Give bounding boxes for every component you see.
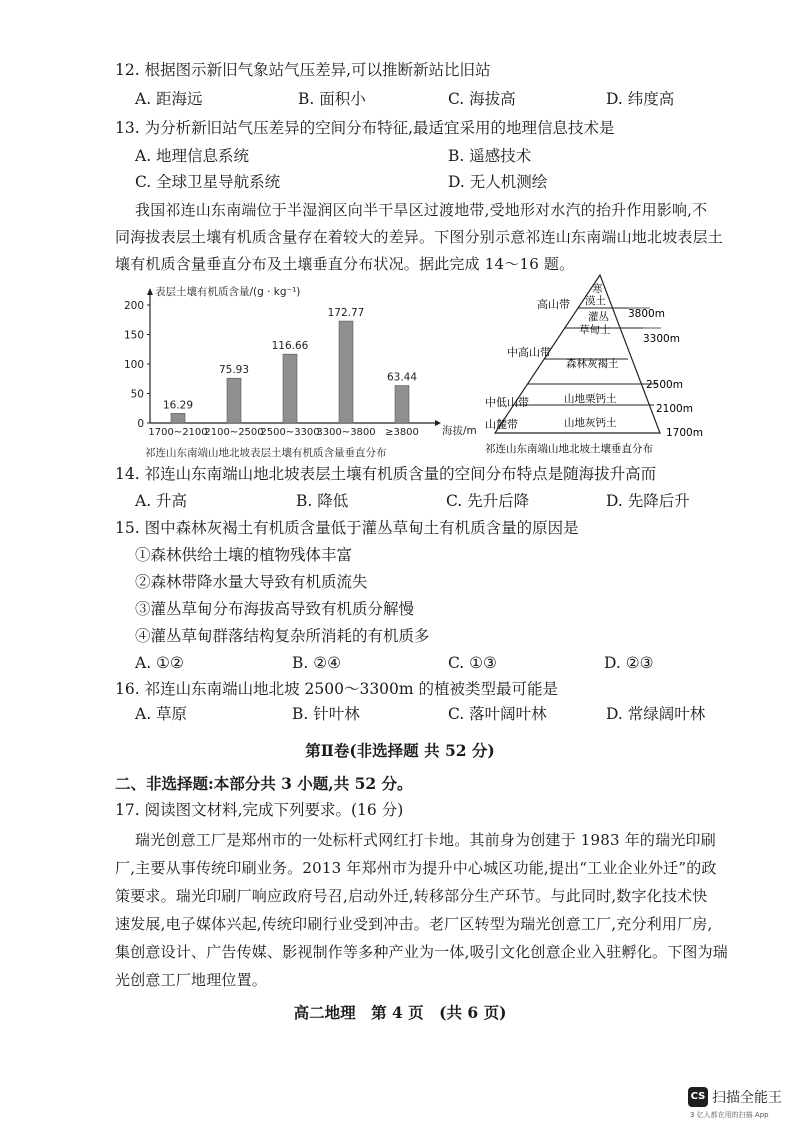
passage-line-2: 厂,主要从事传统印刷业务。2013 年郑州市为提升中心城区功能,提出“工业企业外迁”的政 <box>115 859 717 877</box>
bar-value-label: 116.66 <box>271 340 309 353</box>
q15-statement-1: ①森林供给土壤的植物残体丰富 <box>135 546 353 564</box>
q14-stem: 14. 祁连山东南端山地北坡表层土壤有机质含量的空间分布特点是随海拔升高而 <box>115 465 657 483</box>
passage-line-4: 速发展,电子媒体兴起,传统印刷行业受到冲击。老厂区转型为瑞光创意工厂,充分利用厂房, <box>115 915 713 933</box>
page-footer: 高二地理 第 4 页 (共 6 页) <box>293 1003 507 1022</box>
q16-option-b: B. 针叶林 <box>292 705 360 723</box>
x-tick-label: 3300~3800 <box>316 427 376 438</box>
y-tick-label: 200 <box>123 300 144 312</box>
scanner-app-name: 扫描全能王 <box>712 1090 782 1106</box>
q16-option-c: C. 落叶阔叶林 <box>448 705 547 723</box>
q14-option-b: B. 降低 <box>296 492 349 510</box>
q14-option-c: C. 先升后降 <box>446 492 530 510</box>
elev-3300: 3300m <box>643 333 680 345</box>
soil-han-2: 漠土 <box>585 295 606 307</box>
q13-option-c: C. 全球卫星导航系统 <box>135 173 281 191</box>
x-axis-arrow <box>435 420 441 426</box>
y-tick-label: 0 <box>137 418 144 430</box>
zone-alpine: 高山带 <box>537 298 570 311</box>
section-2-title: 第Ⅱ卷(非选择题 共 52 分) <box>305 741 495 760</box>
q13-option-b: B. 遥感技术 <box>448 147 532 165</box>
intro-line-3: 壤有机质含量垂直分布及土壤垂直分布状况。据此完成 14～16 题。 <box>115 255 575 273</box>
q16-stem: 16. 祁连山东南端山地北坡 2500～3300m 的植被类型最可能是 <box>115 680 559 698</box>
q14-option-a: A. 升高 <box>135 492 188 510</box>
profile-caption: 祁连山东南端山地北坡土壤垂直分布 <box>485 443 653 455</box>
q12-option-d: D. 纬度高 <box>606 90 675 108</box>
section-2-heading: 二、非选择题:本部分共 3 小题,共 52 分。 <box>115 774 413 793</box>
y-tick-label: 150 <box>123 329 144 342</box>
passage-line-6: 光创意工厂地理位置。 <box>115 971 268 989</box>
bar-value-label: 63.44 <box>386 371 418 384</box>
y-axis-arrow <box>147 288 153 295</box>
elev-3800: 3800m <box>628 308 665 320</box>
x-tick-label: 2500~3300 <box>260 427 320 438</box>
bar-value-label: 16.29 <box>162 399 194 412</box>
bar <box>227 378 241 423</box>
soil-vertical-profile <box>480 270 720 465</box>
bar <box>171 413 185 423</box>
q13-option-d: D. 无人机测绘 <box>448 173 548 191</box>
q15-statement-3: ③灌丛草甸分布海拔高导致有机质分解慢 <box>135 600 415 618</box>
soil-han-1: 寒 <box>592 283 603 295</box>
q15-option-b: B. ②④ <box>292 654 342 672</box>
q15-option-d: D. ②③ <box>604 654 654 672</box>
q15-statement-4: ④灌丛草甸群落结构复杂所消耗的有机质多 <box>135 627 430 645</box>
organic-matter-bar-chart <box>110 283 480 463</box>
passage-line-5: 集创意设计、广告传媒、影视制作等多种产业为一体,吸引文化创意企业入驻孵化。下图为瑞 <box>115 943 728 961</box>
bar-value-label: 172.77 <box>327 307 365 320</box>
q12-option-a: A. 距海远 <box>135 90 203 108</box>
soil-mountain-grey-calcic: 山地灰钙土 <box>564 417 617 429</box>
y-tick-label: 100 <box>123 359 144 371</box>
q14-option-d: D. 先降后升 <box>606 492 690 510</box>
zone-mid-low: 中低山带 <box>485 396 529 409</box>
q16-option-d: D. 常绿阔叶林 <box>606 705 706 723</box>
soil-mountain-chestnut: 山地栗钙土 <box>564 393 617 405</box>
x-tick-label: ≥3800 <box>385 427 419 438</box>
q15-option-a: A. ①② <box>135 654 184 672</box>
q13-option-a: A. 地理信息系统 <box>135 147 250 165</box>
q15-option-c: C. ①③ <box>448 654 497 672</box>
q16-option-a: A. 草原 <box>135 705 188 723</box>
q13-stem: 13. 为分析新旧站气压差异的空间分布特征,最适宜采用的地理信息技术是 <box>115 119 615 137</box>
x-tick-label: 1700~2100 <box>148 427 208 438</box>
zone-piedmont: 山麓带 <box>485 418 518 431</box>
elev-2500: 2500m <box>646 379 683 391</box>
bar <box>283 354 297 423</box>
elev-2100: 2100m <box>656 403 693 415</box>
q15-stem: 15. 图中森林灰褐土有机质含量低于灌丛草甸土有机质含量的原因是 <box>115 519 579 537</box>
x-axis-title: 海拔/m <box>442 425 477 437</box>
soil-guan-2: 草甸土 <box>579 324 611 336</box>
x-tick-label: 2100~2500 <box>204 427 264 438</box>
q12-stem: 12. 根据图示新旧气象站气压差异,可以推断新站比旧站 <box>115 61 491 79</box>
bar <box>339 321 353 423</box>
passage-line-3: 策要求。瑞光印刷厂响应政府号召,启动外迁,转移部分生产环节。与此同时,数字化技术快 <box>115 887 708 905</box>
q12-option-b: B. 面积小 <box>298 90 366 108</box>
chart-caption: 祁连山东南端山地北坡表层土壤有机质含量垂直分布 <box>145 447 387 459</box>
scanner-app-tagline: 3 亿人都在用的扫描 App <box>690 1111 769 1119</box>
soil-guan-1: 灌丛 <box>588 311 609 323</box>
soil-forest-grey-brown: 森林灰褐土 <box>566 358 619 370</box>
scanner-logo-icon: CS <box>688 1087 708 1107</box>
q15-statement-2: ②森林带降水量大导致有机质流失 <box>135 573 368 591</box>
elev-1700: 1700m <box>666 427 703 439</box>
intro-line-2: 同海拔表层土壤有机质含量存在着较大的差异。下图分别示意祁连山东南端山地北坡表层土 <box>115 228 724 246</box>
intro-line-1: 我国祁连山东南端位于半湿润区向半干旱区过渡地带,受地形对水汽的抬升作用影响,不 <box>135 201 708 219</box>
y-axis-title: 表层土壤有机质含量/(g · kg⁻¹) <box>155 286 301 298</box>
q17-stem: 17. 阅读图文材料,完成下列要求。(16 分) <box>115 801 404 819</box>
bar <box>395 386 409 423</box>
y-tick-label: 50 <box>130 388 144 401</box>
bar-value-label: 75.93 <box>218 364 250 377</box>
passage-line-1: 瑞光创意工厂是郑州市的一处标杆式网红打卡地。其前身为创建于 1983 年的瑞光印刷 <box>135 831 716 849</box>
zone-mid-high: 中高山带 <box>507 346 551 359</box>
q12-option-c: C. 海拔高 <box>448 90 516 108</box>
